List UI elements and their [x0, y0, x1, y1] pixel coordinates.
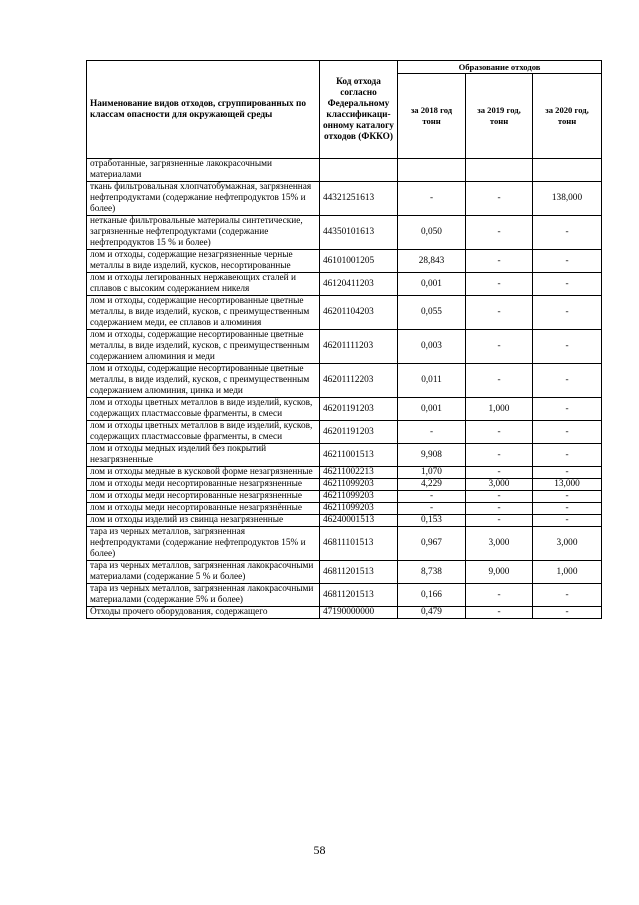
cell-y2018: 28,843: [398, 250, 466, 273]
table-row: [87, 159, 602, 182]
cell-y2020: -: [533, 607, 602, 619]
cell-code: 46811201513: [320, 561, 398, 584]
cell-code: 46201112203: [320, 364, 398, 398]
cell-name: лом и отходы меди несортированные незагрязненные: [87, 491, 320, 503]
cell-y2019: -: [466, 607, 533, 619]
cell-name: лом и отходы цветных металлов в виде изделий, кусков, содержащих пластмассовые фрагменты, в смеси: [87, 421, 320, 444]
cell-code: 46211001513: [320, 444, 398, 467]
cell-name: лом и отходы, содержащие незагрязненные черные металлы в виде изделий, кусков, несортированные: [87, 250, 320, 273]
cell-y2019: -: [466, 444, 533, 467]
cell-code: 46201191203: [320, 398, 398, 421]
cell-y2020: -: [533, 515, 602, 527]
table-row: [87, 607, 602, 619]
cell-y2018: [398, 159, 466, 182]
cell-y2018: -: [398, 491, 466, 503]
table-row: [87, 584, 602, 607]
cell-y2019: 3,000: [466, 527, 533, 561]
cell-code: 46201111203: [320, 330, 398, 364]
table-row: [87, 467, 602, 479]
table-body: [87, 159, 602, 619]
cell-y2019: -: [466, 515, 533, 527]
cell-y2020: -: [533, 296, 602, 330]
cell-y2018: 0,055: [398, 296, 466, 330]
cell-code: 46120411203: [320, 273, 398, 296]
table-header: [87, 61, 602, 159]
cell-y2020: 3,000: [533, 527, 602, 561]
cell-y2019: -: [466, 250, 533, 273]
cell-y2020: -: [533, 364, 602, 398]
table-row: [87, 364, 602, 398]
cell-y2020: -: [533, 444, 602, 467]
cell-y2019: -: [466, 330, 533, 364]
cell-y2020: -: [533, 250, 602, 273]
cell-name: тара из черных металлов, загрязненная лакокрасочными материалами (содержание 5% и более): [87, 584, 320, 607]
waste-table: [86, 60, 602, 619]
cell-y2018: 0,001: [398, 398, 466, 421]
cell-code: 46211099203: [320, 479, 398, 491]
table-row: [87, 515, 602, 527]
cell-y2020: -: [533, 503, 602, 515]
cell-code: 46211002213: [320, 467, 398, 479]
table-row: [87, 398, 602, 421]
table-row: [87, 273, 602, 296]
column-header-name: Наименование видов отходов, сгруппированных по классам опасности для окружающей среды: [87, 61, 320, 159]
cell-y2019: 1,000: [466, 398, 533, 421]
cell-name: лом и отходы медные в кусковой форме незагрязненные: [87, 467, 320, 479]
cell-code: 44321251613: [320, 182, 398, 216]
table-row: [87, 296, 602, 330]
cell-y2020: -: [533, 330, 602, 364]
cell-y2020: -: [533, 421, 602, 444]
cell-y2020: -: [533, 273, 602, 296]
cell-name: Отходы прочего оборудования, содержащего: [87, 607, 320, 619]
cell-y2019: -: [466, 364, 533, 398]
table-row: [87, 527, 602, 561]
cell-y2020: 138,000: [533, 182, 602, 216]
cell-name: лом и отходы цветных металлов в виде изделий, кусков, содержащих пластмассовые фрагменты, в смеси: [87, 398, 320, 421]
cell-y2019: [466, 159, 533, 182]
cell-y2020: -: [533, 216, 602, 250]
cell-y2018: 0,003: [398, 330, 466, 364]
cell-code: 46811101513: [320, 527, 398, 561]
column-group-header-generation: Образование отходов: [398, 61, 602, 74]
column-header-code: Код отхода согласно Федеральному классификаци-онному каталогу отходов (ФККО): [320, 61, 398, 159]
cell-code: 46101001205: [320, 250, 398, 273]
cell-y2020: 13,000: [533, 479, 602, 491]
cell-y2019: -: [466, 273, 533, 296]
cell-name: лом и отходы легированных нержавеющих сталей и сплавов с высоким содержанием никеля: [87, 273, 320, 296]
cell-y2020: -: [533, 584, 602, 607]
cell-y2020: -: [533, 467, 602, 479]
table-row: [87, 561, 602, 584]
cell-y2018: 9,908: [398, 444, 466, 467]
cell-y2018: -: [398, 421, 466, 444]
cell-y2019: -: [466, 584, 533, 607]
cell-name: лом и отходы медных изделий без покрытий незагрязненные: [87, 444, 320, 467]
table-row: [87, 250, 602, 273]
cell-y2018: 4,229: [398, 479, 466, 491]
cell-y2018: -: [398, 182, 466, 216]
table-row: [87, 491, 602, 503]
cell-name: лом и отходы, содержащие несортированные цветные металлы, в виде изделий, кусков, с преимущественным содержанием алюминия и меди: [87, 330, 320, 364]
cell-name: тара из черных металлов, загрязненная лакокрасочными материалами (содержание 5 % и более): [87, 561, 320, 584]
cell-y2019: -: [466, 182, 533, 216]
cell-code: 46211099203: [320, 503, 398, 515]
column-header-2020: за 2020 год, тонн: [533, 74, 602, 159]
column-header-2018: за 2018 год тонн: [398, 74, 466, 159]
cell-y2020: -: [533, 398, 602, 421]
cell-y2018: 0,011: [398, 364, 466, 398]
cell-y2018: 0,001: [398, 273, 466, 296]
cell-name: отработанные, загрязненные лакокрасочными материалами: [87, 159, 320, 182]
cell-name: лом и отходы изделий из свинца незагрязненные: [87, 515, 320, 527]
cell-code: 46240001513: [320, 515, 398, 527]
cell-code: [320, 159, 398, 182]
cell-y2018: 0,479: [398, 607, 466, 619]
cell-y2018: 1,070: [398, 467, 466, 479]
cell-code: 46211099203: [320, 491, 398, 503]
cell-y2018: 0,967: [398, 527, 466, 561]
cell-name: ткань фильтровальная хлопчатобумажная, загрязненная нефтепродуктами (содержание нефтепродуктов 15% и более): [87, 182, 320, 216]
cell-code: 47190000000: [320, 607, 398, 619]
cell-y2019: -: [466, 503, 533, 515]
cell-name: лом и отходы меди несортированные незагрязненные: [87, 479, 320, 491]
column-header-2019: за 2019 год, тонн: [466, 74, 533, 159]
table-row: [87, 503, 602, 515]
cell-y2019: -: [466, 421, 533, 444]
table-row: [87, 330, 602, 364]
table-row: [87, 479, 602, 491]
cell-y2019: 3,000: [466, 479, 533, 491]
cell-name: лом и отходы, содержащие несортированные цветные металлы, в виде изделий, кусков, с преимущественным содержанием алюминия, цинка и меди: [87, 364, 320, 398]
cell-y2020: -: [533, 491, 602, 503]
cell-name: нетканые фильтровальные материалы синтетические, загрязненные нефтепродуктами (содержание нефтепродуктов 15 % и более): [87, 216, 320, 250]
page-number: 58: [313, 843, 326, 857]
table-row: [87, 421, 602, 444]
cell-y2019: -: [466, 491, 533, 503]
cell-code: 46201191203: [320, 421, 398, 444]
cell-code: 46201104203: [320, 296, 398, 330]
cell-y2018: 0,153: [398, 515, 466, 527]
cell-y2018: -: [398, 503, 466, 515]
cell-y2019: 9,000: [466, 561, 533, 584]
table-row: [87, 182, 602, 216]
table-row: [87, 216, 602, 250]
cell-code: 46811201513: [320, 584, 398, 607]
cell-y2018: 0,050: [398, 216, 466, 250]
cell-name: лом и отходы, содержащие несортированные цветные металлы, в виде изделий, кусков, с преимущественным содержанием меди, ее сплавов и алюминия: [87, 296, 320, 330]
cell-name: тара из черных металлов, загрязненная нефтепродуктами (содержание нефтепродуктов 15% и более): [87, 527, 320, 561]
cell-y2019: -: [466, 216, 533, 250]
cell-y2020: [533, 159, 602, 182]
cell-name: лом и отходы меди несортированные незагрязнённые: [87, 503, 320, 515]
cell-code: 44350101613: [320, 216, 398, 250]
table-row: [87, 444, 602, 467]
cell-y2018: 0,166: [398, 584, 466, 607]
cell-y2020: 1,000: [533, 561, 602, 584]
cell-y2019: -: [466, 467, 533, 479]
cell-y2019: -: [466, 296, 533, 330]
cell-y2018: 8,738: [398, 561, 466, 584]
